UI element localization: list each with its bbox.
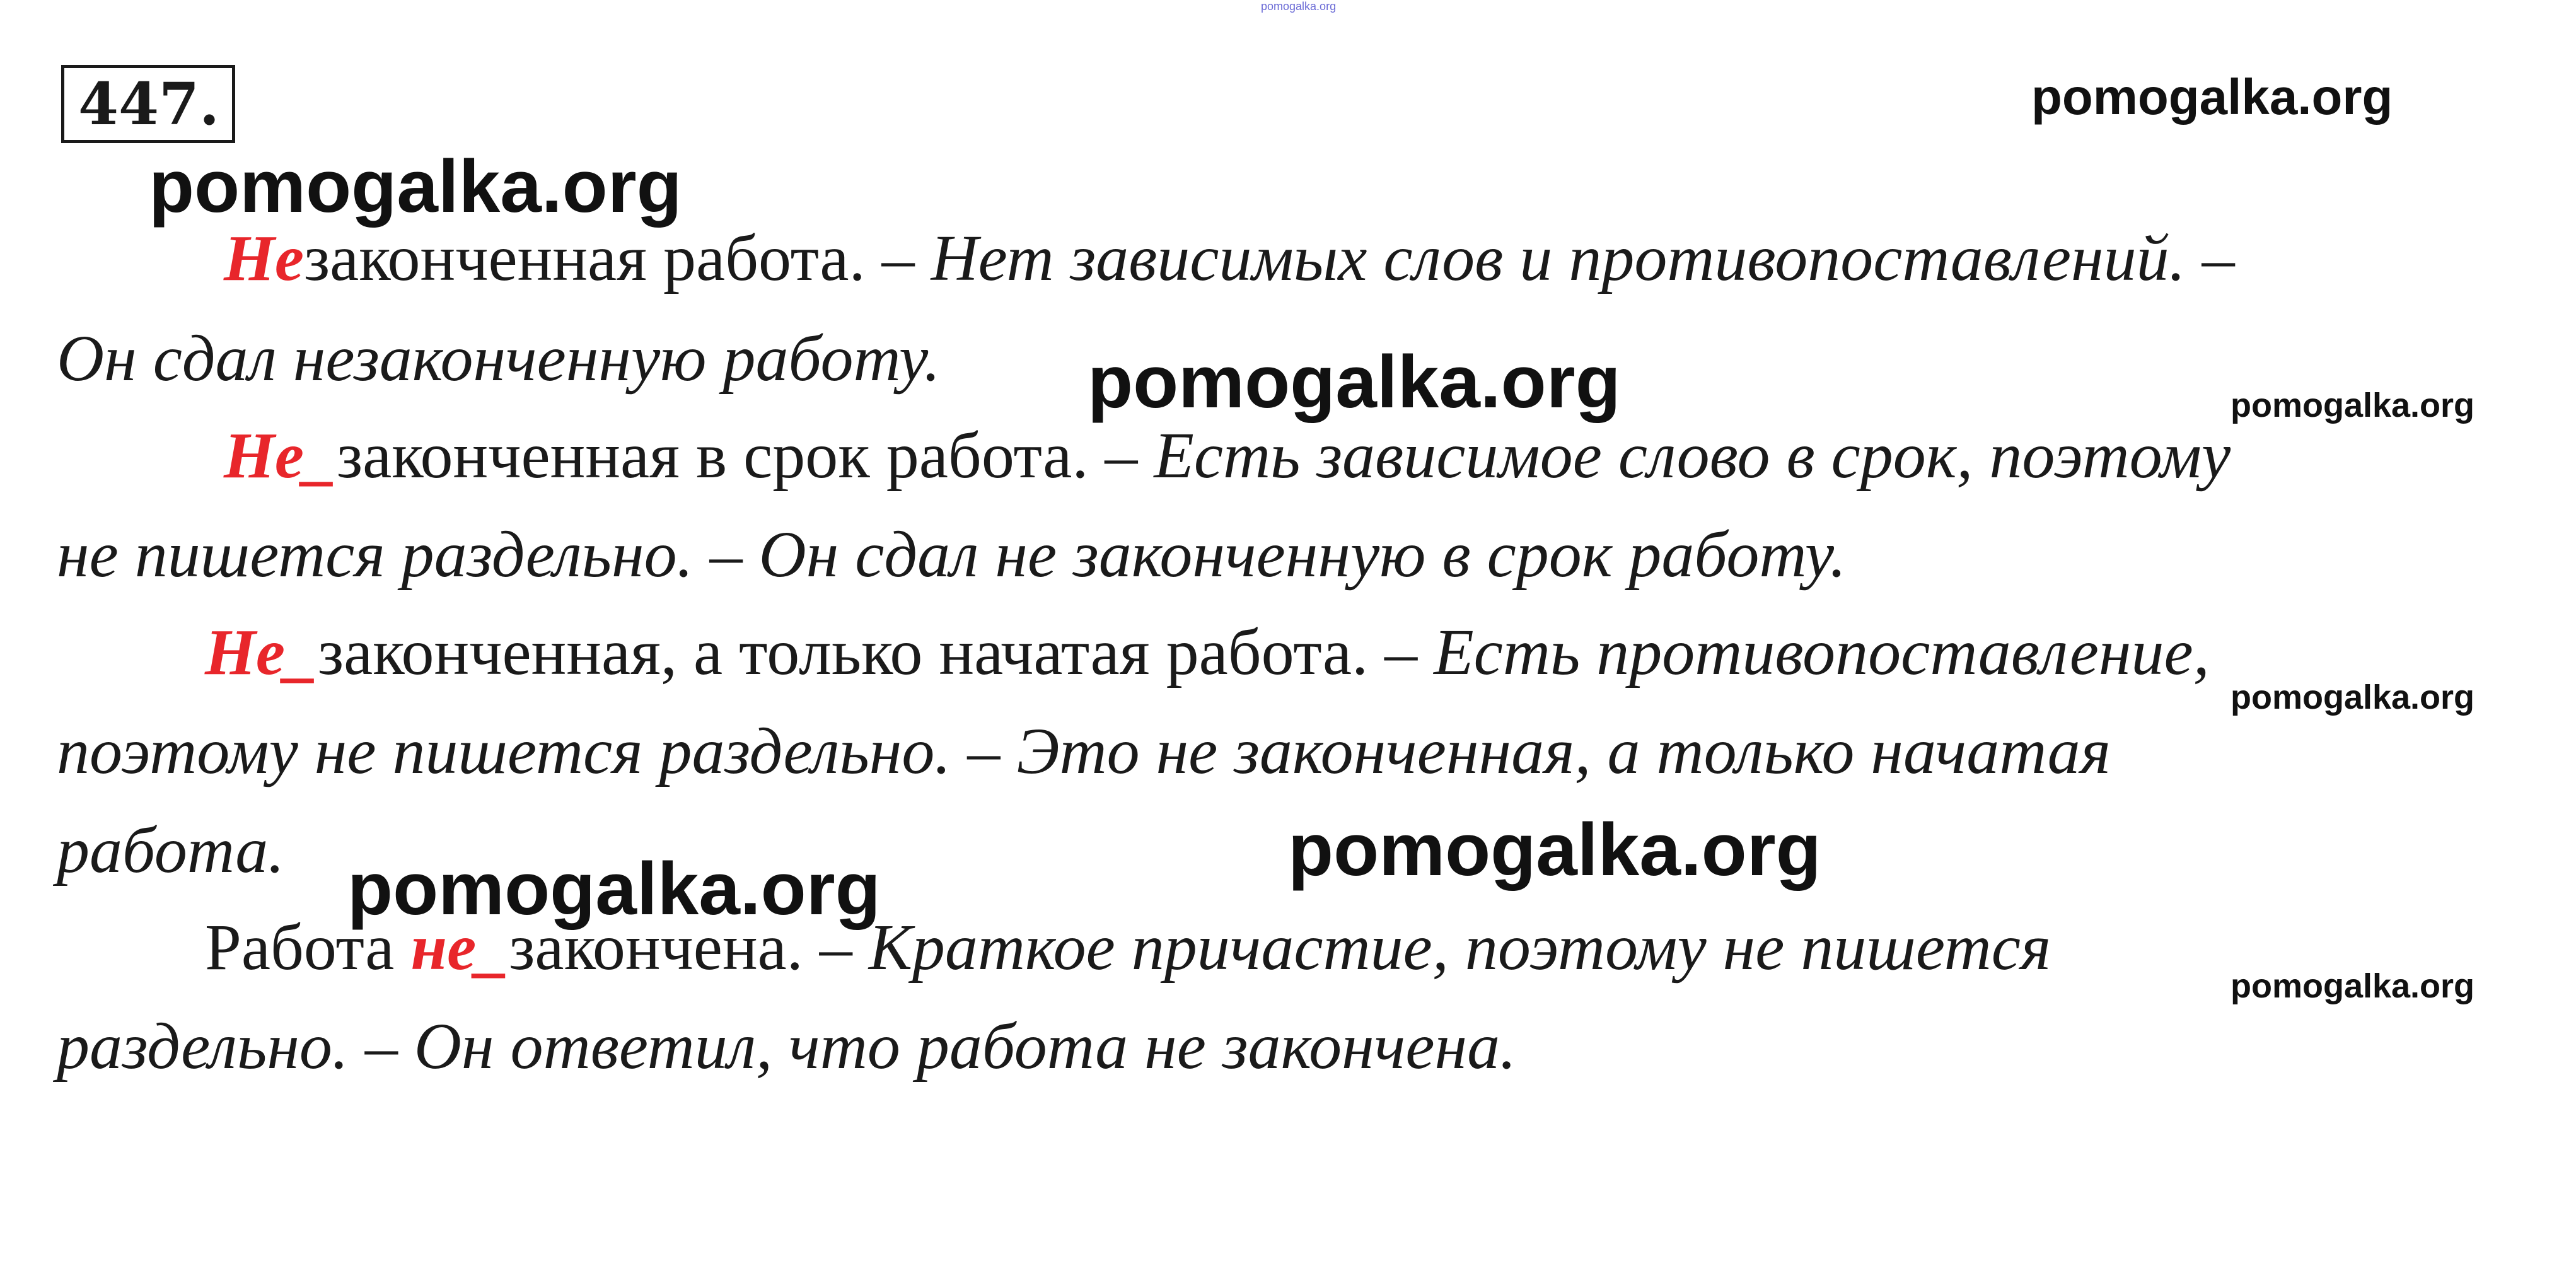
watermark: pomogalka.org: [1288, 808, 1821, 892]
watermark: pomogalka.org: [1088, 340, 1621, 424]
explanation-text: Есть зависимое слово в срок, поэтому: [1154, 419, 2231, 492]
exercise-number: 447.: [61, 65, 235, 143]
explanation-text: Краткое причастие, поэтому не пишется: [868, 911, 2051, 984]
paragraph-3-line-2: поэтому не пишется раздельно. – Это не законченная, а только начатая: [57, 715, 2111, 788]
watermark: pomogalka.org: [2031, 69, 2393, 125]
highlight-ne: Не_: [224, 419, 337, 492]
word-text: законченная работа. –: [304, 222, 931, 294]
watermark: pomogalka.org: [347, 847, 881, 931]
paragraph-1-line-2: Он сдал незаконченную работу.: [57, 322, 941, 395]
paragraph-2-line-2: не пишется раздельно. – Он сдал не законченную в срок работу.: [57, 518, 1847, 591]
word-text: законченная в срок работа. –: [337, 419, 1154, 492]
paragraph-3-line-3: работа.: [57, 814, 285, 886]
explanation-text: Есть противопоставление,: [1434, 616, 2210, 689]
watermark: pomogalka.org: [2231, 678, 2475, 716]
watermark: pomogalka.org: [149, 145, 682, 228]
word-text: законченная, а только начатая работа. –: [318, 616, 1434, 689]
highlight-ne: Не_: [205, 616, 318, 689]
word-text: Работа: [205, 911, 411, 984]
watermark: pomogalka.org: [2231, 387, 2475, 424]
highlight-ne: Не: [224, 222, 305, 294]
top-watermark: pomogalka.org: [1261, 0, 1337, 13]
paragraph-3-line-1: [57, 605, 2576, 700]
explanation-text: Нет зависимых слов и противопоставлений. –: [931, 222, 2235, 294]
watermark: pomogalka.org: [2231, 967, 2475, 1005]
highlight-ne: не_: [410, 911, 509, 984]
word-text: закончена. –: [509, 911, 869, 984]
paragraph-4-line-2: раздельно. – Он ответил, что работа не закончена.: [57, 1010, 1517, 1083]
